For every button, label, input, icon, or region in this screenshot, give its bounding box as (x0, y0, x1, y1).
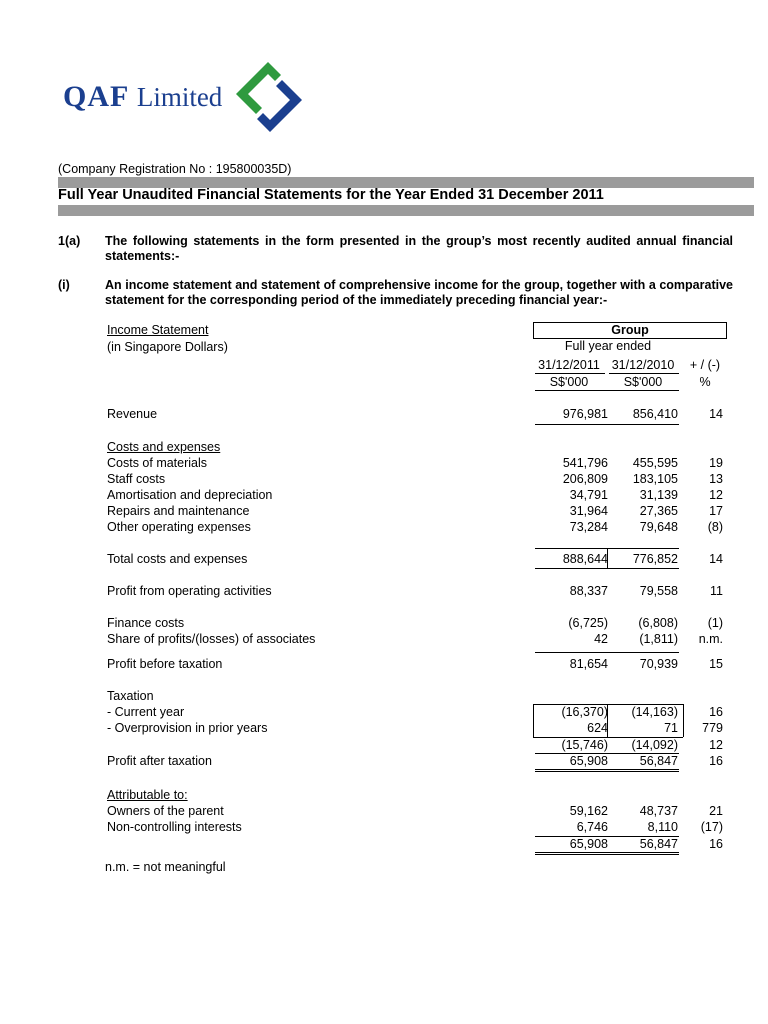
attrib-double-underline-1 (535, 852, 679, 853)
logo-mark-blue (257, 80, 302, 132)
table-row: Costs and expenses (107, 440, 221, 454)
table-row: 65,908 56,847 16 (569, 837, 723, 851)
unit-underline (535, 390, 679, 391)
revenue-underline (535, 424, 679, 425)
table-row: Profit from operating activities 88,337 79,558 11 (107, 584, 723, 598)
footnote: n.m. = not meaningful (105, 860, 226, 874)
date-underline-2010 (609, 373, 679, 374)
table-row: Revenue 976,981 856,410 14 (107, 407, 723, 421)
table-row: Total costs and expenses 888,644 776,852 14 (107, 552, 723, 566)
table-row: Finance costs (6,725) (6,808) (1) (107, 616, 723, 630)
table-row: Share of profits/(losses) of associates 42 (1,811) n.m. (107, 632, 723, 646)
logo-name-bold: QAF (63, 80, 130, 113)
table-row: (15,746) (14,092) 12 (561, 738, 723, 752)
table-row: Amortisation and depreciation 34,791 31,139 12 (107, 488, 723, 502)
section-i-text: An income statement and statement of comprehensive income for the group, together with a comparative statement for the corresponding period of the immediately preceding financial year:- (105, 278, 733, 307)
table-row: Profit before taxation 81,654 70,939 15 (107, 657, 723, 671)
company-logo-text (63, 80, 222, 114)
total-costs-divider (607, 548, 608, 568)
col-change-unit: % (699, 375, 711, 389)
table-row: Other operating expenses 73,284 79,648 (8) (107, 520, 723, 534)
table-title: Income Statement (107, 323, 209, 337)
pat-double-underline-2 (535, 771, 679, 772)
table-row: - Current year (16,370) (14,163) 16 (107, 705, 723, 719)
company-logo-icon (230, 60, 308, 139)
currency-note: (in Singapore Dollars) (107, 340, 228, 354)
table-row: Taxation (107, 689, 154, 703)
table-row: Staff costs 206,809 183,105 13 (107, 472, 723, 486)
logo-mark-green (236, 62, 281, 114)
table-row: Attributable to: (107, 788, 188, 802)
date-underline-2011 (535, 373, 605, 374)
section-i-number: (i) (58, 278, 70, 292)
col-2010-unit: S$'000 (623, 375, 663, 389)
table-row: Costs of materials 541,796 455,595 19 (107, 456, 723, 470)
pbt-topline (535, 652, 679, 653)
table-row: Repairs and maintenance 31,964 27,365 17 (107, 504, 723, 518)
col-2011-date: 31/12/2011 (538, 358, 600, 372)
table-row: Owners of the parent 59,162 48,737 21 (107, 804, 723, 818)
col-2010-date: 31/12/2010 (611, 358, 675, 372)
logo-name-rest: Limited (136, 82, 223, 112)
attrib-double-underline-2 (535, 854, 679, 855)
col-2011-unit: S$'000 (549, 375, 589, 389)
section-1a-text: The following statements in the form presented in the group’s most recently audited annual financial statements:- (105, 234, 733, 263)
document-title: Full Year Unaudited Financial Statements for the Year Ended 31 December 2011 (58, 187, 604, 203)
table-row: Profit after taxation 65,908 56,847 16 (107, 754, 723, 768)
pat-double-underline-1 (535, 769, 679, 770)
period-label: Full year ended (564, 339, 652, 353)
col-change-header: + / (-) (689, 358, 721, 372)
table-row: Non-controlling interests 6,746 8,110 (17) (107, 820, 723, 834)
section-1a-number: 1(a) (58, 234, 81, 248)
table-row: - Overprovision in prior years 624 71 779 (107, 721, 723, 735)
company-registration: (Company Registration No : 195800035D) (58, 162, 292, 176)
group-header: Group (533, 322, 727, 339)
title-bar-bottom (58, 205, 754, 216)
total-costs-underline (535, 568, 679, 569)
